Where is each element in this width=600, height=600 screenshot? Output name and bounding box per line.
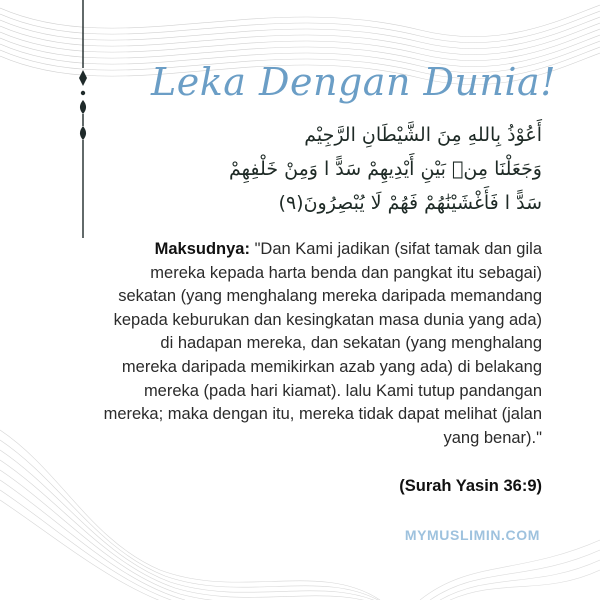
website-url[interactable]: MYMUSLIMIN.COM [404,527,540,543]
arabic-line-1: أَعُوْذُ بِاللهِ مِنَ الشَّيْطَانِ الرَّجِيْم [304,124,542,146]
arabic-line-3: سَدًّ ا فَأَغْشَيْنَٰهُمْ فَهُمْ لَا يُبْصِرُونَ(٩) [278,192,542,214]
translation-block [102,238,542,450]
translation-text: "Dan Kami jadikan (sifat tamak dan gila mereka kepada harta benda dan pangkat itu sebagai) sekatan (yang menghalang mereka daripada memandang kepada keburukan dan kesingkatan masa dunia yang ada) di hadapan mereka, dan sekatan (yang menghalang mereka daripada memikirkan azab yang ada) di belakang mereka (pada hari kiamat). lalu Kami tutup pandangan mereka; maka dengan itu, mereka tidak dapat melihat (jalan yang benar)." [103,240,542,447]
arabic-verse [72,118,542,220]
translation-label: Maksudnya: [154,240,250,258]
arabic-line-2: وَجَعَلْنَا مِنۢ بَيْنِ أَيْدِيهِمْ سَدًّ ا وَمِنْ خَلْفِهِمْ [229,158,542,180]
page-title: Leka Dengan Dunia! [151,60,556,104]
surah-reference: (Surah Yasin 36:9) [399,477,542,495]
